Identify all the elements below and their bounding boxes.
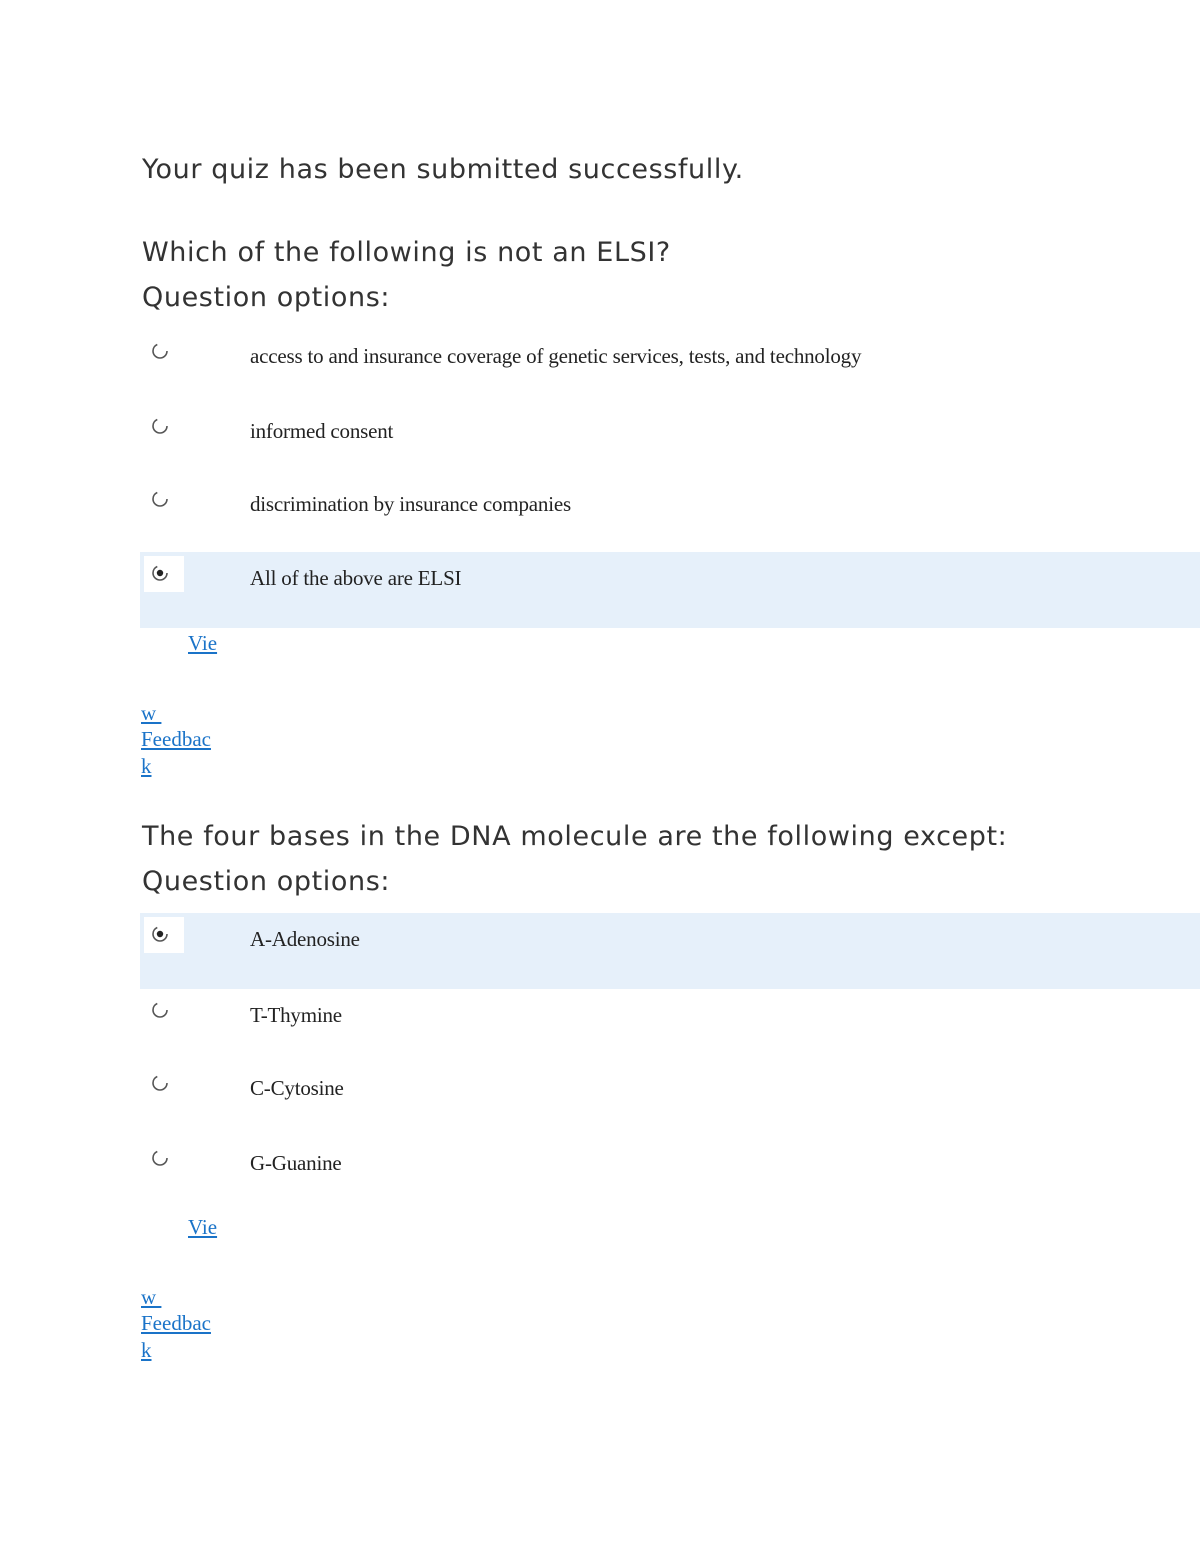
radio-button[interactable] [144,556,184,592]
option-label: G-Guanine [250,1151,342,1175]
feedback-link-text[interactable]: Feedbac [141,727,211,751]
option-label: T-Thymine [250,1003,342,1027]
question-1-option-4[interactable] [140,552,1200,628]
radio-button[interactable] [144,917,184,953]
radio-button[interactable] [144,409,184,445]
radio-unselected-icon [149,999,171,1021]
radio-button[interactable] [144,482,184,518]
radio-unselected-icon [149,340,171,362]
feedback-link-text[interactable]: Vie [188,631,218,655]
radio-selected-icon [149,562,171,584]
radio-button[interactable] [144,1066,184,1102]
question-1-options-label: Question options: [142,282,391,313]
question-1-prompt: Which of the following is not an ELSI? [142,237,671,268]
question-2-option-2[interactable] [140,989,1200,1065]
confirmation-message: Your quiz has been submitted successfully. [142,154,744,185]
question-1-option-1[interactable] [140,330,1200,406]
question-2-options-label: Question options: [142,866,391,897]
question-2-prompt: The four bases in the DNA molecule are the following except: [142,821,1008,852]
radio-selected-icon [149,923,171,945]
option-label: discrimination by insurance companies [250,492,571,516]
feedback-link-text[interactable]: k [141,1338,152,1362]
radio-unselected-icon [149,1072,171,1094]
option-label: informed consent [250,419,394,443]
radio-unselected-icon [149,488,171,510]
radio-button[interactable] [144,1141,184,1177]
feedback-link-text[interactable]: w [141,1285,162,1309]
feedback-link-text[interactable]: Vie [188,1215,218,1239]
radio-unselected-icon [149,415,171,437]
option-label: C-Cytosine [250,1076,344,1100]
option-label: access to and insurance coverage of genetic services, tests, and technology [250,344,862,368]
question-2-option-3[interactable] [140,1062,1200,1138]
question-1-option-2[interactable] [140,405,1200,481]
radio-button[interactable] [144,993,184,1029]
radio-button[interactable] [144,334,184,370]
question-2-option-4[interactable] [140,1137,1200,1213]
option-label: All of the above are ELSI [250,566,462,590]
feedback-link-text[interactable]: k [141,754,152,778]
question-1-option-3[interactable] [140,478,1200,554]
feedback-link-text[interactable]: Feedbac [141,1311,211,1335]
option-label: A-Adenosine [250,927,360,951]
feedback-link-text[interactable]: w [141,701,162,725]
question-2-option-1[interactable] [140,913,1200,989]
radio-unselected-icon [149,1147,171,1169]
